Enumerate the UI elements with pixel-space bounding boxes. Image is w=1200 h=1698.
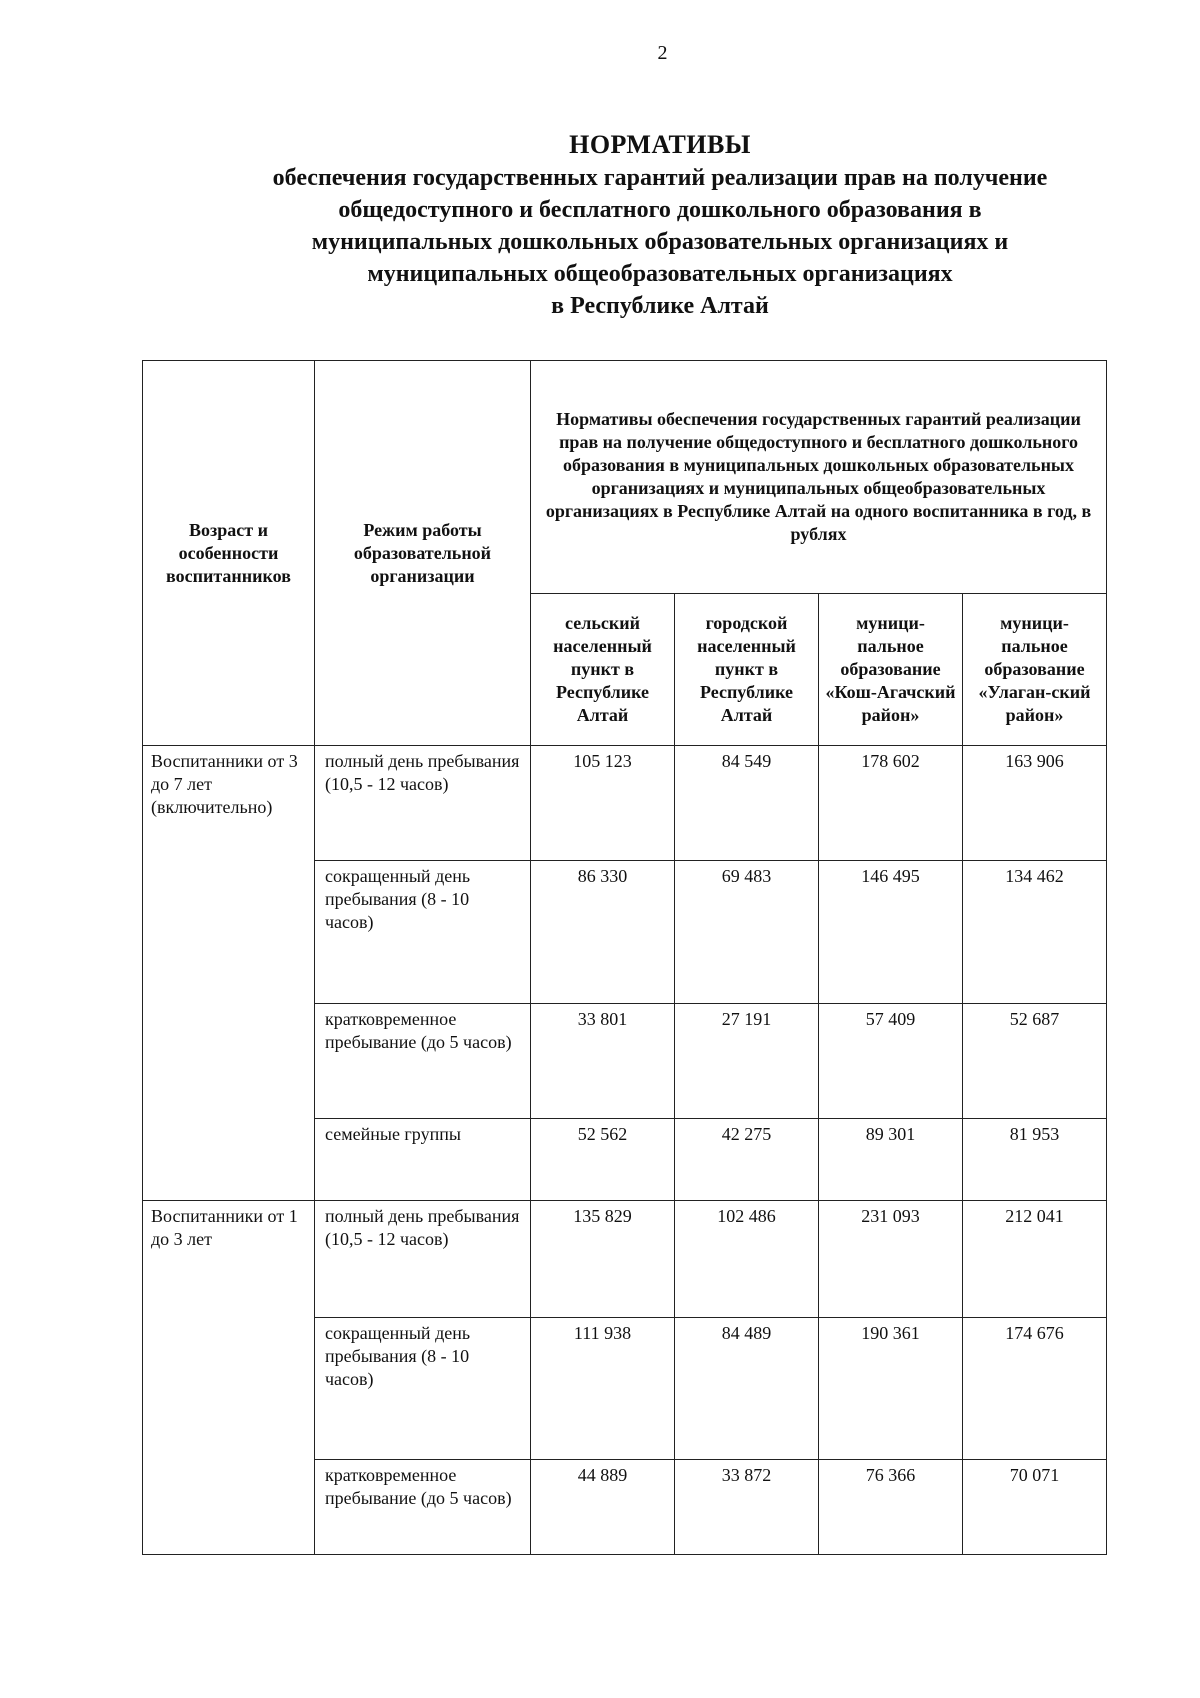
value-cell: 102 486 (675, 1201, 819, 1318)
title-line: общедоступного и бесплатного дошкольного образования в (338, 197, 982, 223)
title-line: в Республике Алтай (551, 293, 769, 319)
value-cell: 84 549 (675, 746, 819, 861)
value-cell: 33 872 (675, 1460, 819, 1555)
value-cell: 86 330 (531, 861, 675, 1004)
value-cell: 81 953 (963, 1119, 1107, 1201)
table-row (143, 746, 1107, 861)
value-cell: 163 906 (963, 746, 1107, 861)
value-cell: 52 687 (963, 1004, 1107, 1119)
value-cell: 111 938 (531, 1318, 675, 1460)
norms-table (142, 360, 1107, 1555)
document-title (160, 128, 1160, 322)
value-cell: 105 123 (531, 746, 675, 861)
mode-cell: полный день пребывания (10,5 - 12 часов) (315, 746, 531, 861)
mode-cell: сокращенный день пребывания (8 - 10 часов) (315, 861, 531, 1004)
mode-cell: кратковременное пребывание (до 5 часов) (315, 1004, 531, 1119)
subheader-rural: сельский населенный пункт в Республике Алтай (531, 594, 675, 746)
subheader-ulagan: муници-пальное образование «Улаган-ский район» (963, 594, 1107, 746)
value-cell: 146 495 (819, 861, 963, 1004)
value-cell: 52 562 (531, 1119, 675, 1201)
title-line: муниципальных дошкольных образовательных организациях и (311, 229, 1009, 255)
page-number: 2 (657, 42, 668, 64)
mode-cell: сокращенный день пребывания (8 - 10 часов) (315, 1318, 531, 1460)
value-cell: 44 889 (531, 1460, 675, 1555)
value-cell: 134 462 (963, 861, 1107, 1004)
header-row (143, 361, 1107, 594)
title-line: обеспечения государственных гарантий реализации прав на получение (272, 165, 1048, 191)
value-cell: 42 275 (675, 1119, 819, 1201)
mode-cell: кратковременное пребывание (до 5 часов) (315, 1460, 531, 1555)
value-cell: 33 801 (531, 1004, 675, 1119)
value-cell: 135 829 (531, 1201, 675, 1318)
mode-cell: семейные группы (315, 1119, 531, 1201)
subheader-urban: городской населенный пункт в Республике Алтай (675, 594, 819, 746)
title-line: муниципальных общеобразовательных организациях (367, 261, 953, 287)
value-cell: 57 409 (819, 1004, 963, 1119)
value-cell: 190 361 (819, 1318, 963, 1460)
age-group-1-3: Воспитанники от 1 до 3 лет (143, 1201, 315, 1555)
value-cell: 84 489 (675, 1318, 819, 1460)
value-cell: 76 366 (819, 1460, 963, 1555)
header-age: Возраст и особенности воспитанников (143, 361, 315, 746)
value-cell: 89 301 (819, 1119, 963, 1201)
value-cell: 174 676 (963, 1318, 1107, 1460)
value-cell: 69 483 (675, 861, 819, 1004)
value-cell: 212 041 (963, 1201, 1107, 1318)
value-cell: 178 602 (819, 746, 963, 861)
title-main: НОРМАТИВЫ (569, 130, 751, 159)
value-cell: 70 071 (963, 1460, 1107, 1555)
value-cell: 27 191 (675, 1004, 819, 1119)
mode-cell: полный день пребывания (10,5 - 12 часов) (315, 1201, 531, 1318)
age-group-3-7: Воспитанники от 3 до 7 лет (включительно) (143, 746, 315, 1201)
header-norms: Нормативы обеспечения государственных гарантий реализации прав на получение общедоступного и бесплатного дошкольного образования в муниципальных дошкольных образовательных организациях и муниципальных общеобразовательных организациях в Республике Алтай на одного воспитанника в год, в рублях (531, 361, 1107, 594)
table-row (143, 1201, 1107, 1318)
value-cell: 231 093 (819, 1201, 963, 1318)
header-mode: Режим работы образовательной организации (315, 361, 531, 746)
subheader-kosh-agach: муници-пальное образование «Кош-Агачский район» (819, 594, 963, 746)
